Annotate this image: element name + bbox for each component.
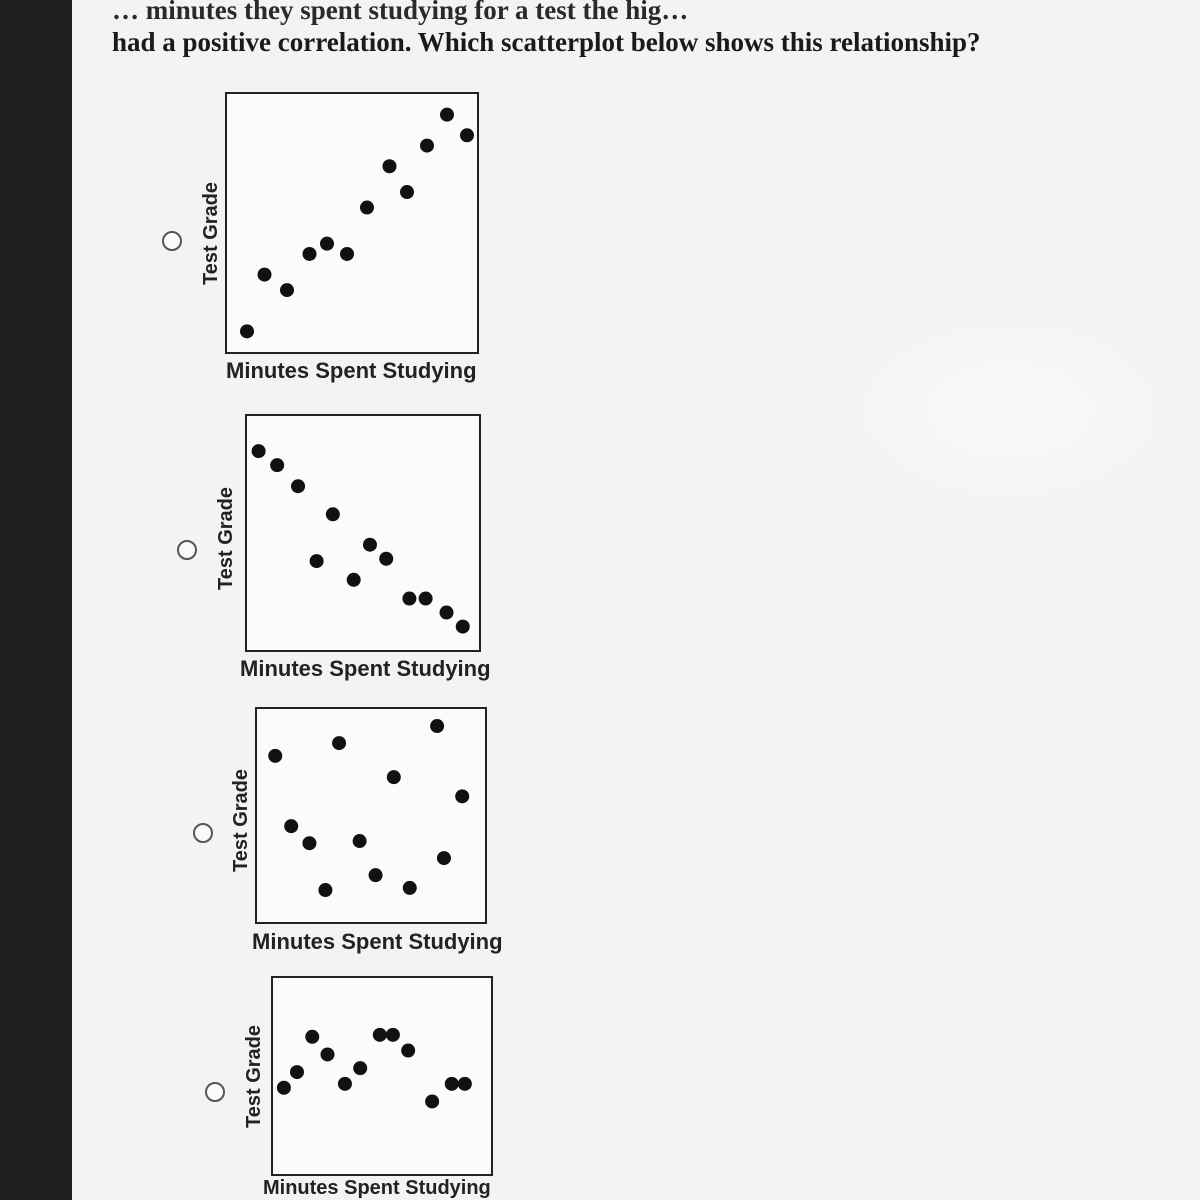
scatter-point-3: [305, 1030, 319, 1044]
scatter-point-11: [440, 108, 454, 122]
scatterplot-1-x-axis-label: Minutes Spent Studying: [226, 358, 477, 383]
radio-button-option-3[interactable]: [193, 823, 213, 843]
scatterplot-4-y-axis-label: Test Grade: [243, 1025, 265, 1128]
scatterplot-2: [245, 414, 481, 652]
scatter-point-12: [460, 128, 474, 142]
scatter-point-11: [445, 1077, 459, 1091]
scatterplot-1-y-axis-label: Test Grade: [200, 182, 222, 285]
scatter-point-7: [373, 1028, 387, 1042]
scatter-point-7: [360, 201, 374, 215]
scatter-point-9: [318, 883, 332, 897]
scatter-point-5: [310, 554, 324, 568]
scatter-point-2: [270, 458, 284, 472]
scatter-point-12: [437, 851, 451, 865]
scatter-point-2: [332, 736, 346, 750]
scatter-point-3: [291, 479, 305, 493]
question-text-line-1: … minutes they spent studying for a test the hig…: [112, 0, 689, 25]
radio-button-option-2[interactable]: [177, 540, 197, 560]
scatter-point-8: [386, 1028, 400, 1042]
scatterplot-2-x-axis-label: Minutes Spent Studying: [240, 656, 491, 681]
scatter-point-12: [458, 1077, 472, 1091]
scatter-point-7: [302, 836, 316, 850]
scatterplot-2-canvas: [247, 416, 479, 650]
scatter-point-6: [347, 573, 361, 587]
scatterplot-1-canvas: [227, 94, 477, 352]
answer-option-4[interactable]: [205, 970, 525, 1200]
scatter-point-5: [320, 237, 334, 251]
scatter-point-3: [430, 719, 444, 733]
scatter-point-4: [303, 247, 317, 261]
scatter-point-4: [326, 507, 340, 521]
scatter-point-6: [340, 247, 354, 261]
scatter-point-9: [401, 1044, 415, 1058]
window-left-edge: [0, 0, 72, 1200]
scatter-point-5: [455, 789, 469, 803]
scatter-point-10: [425, 1094, 439, 1108]
scatter-point-8: [379, 552, 393, 566]
answer-option-2[interactable]: [165, 410, 515, 690]
question-text: [112, 0, 1192, 58]
scatter-point-6: [284, 819, 298, 833]
scatterplot-4-canvas: [273, 978, 491, 1174]
scatterplot-1: [225, 92, 479, 354]
screen-glare: [820, 300, 1200, 520]
scatterplot-3: [255, 707, 487, 924]
scatter-point-3: [280, 283, 294, 297]
scatter-point-11: [440, 606, 454, 620]
scatter-point-12: [456, 620, 470, 634]
scatterplot-3-canvas: [257, 709, 485, 922]
scatterplot-3-x-axis-label: Minutes Spent Studying: [252, 929, 503, 954]
scatter-point-1: [277, 1081, 291, 1095]
scatter-point-6: [353, 1061, 367, 1075]
scatter-point-9: [402, 592, 416, 606]
scatter-point-10: [420, 139, 434, 153]
scatter-point-10: [419, 592, 433, 606]
scatter-point-11: [403, 881, 417, 895]
question-text-line-2: had a positive correlation. Which scatterplot below shows this relationship?: [112, 27, 981, 57]
scatter-point-2: [290, 1065, 304, 1079]
scatter-point-5: [338, 1077, 352, 1091]
scatter-point-1: [240, 324, 254, 338]
scatter-point-9: [400, 185, 414, 199]
scatter-point-4: [387, 770, 401, 784]
scatterplot-3-y-axis-label: Test Grade: [230, 769, 252, 872]
radio-button-option-1[interactable]: [162, 231, 182, 251]
scatter-point-7: [363, 538, 377, 552]
scatter-point-10: [369, 868, 383, 882]
scatter-point-8: [353, 834, 367, 848]
scatter-point-1: [268, 749, 282, 763]
scatter-point-1: [252, 444, 266, 458]
scatter-point-8: [383, 159, 397, 173]
radio-button-option-4[interactable]: [205, 1082, 225, 1102]
scatterplot-2-y-axis-label: Test Grade: [215, 487, 237, 590]
scatter-point-4: [321, 1047, 335, 1061]
answer-option-1[interactable]: [150, 90, 500, 390]
answer-option-3[interactable]: [185, 705, 515, 965]
scatterplot-4-x-axis-label: Minutes Spent Studying: [263, 1177, 491, 1199]
scatterplot-4: [271, 976, 493, 1176]
scatter-point-2: [258, 268, 272, 282]
